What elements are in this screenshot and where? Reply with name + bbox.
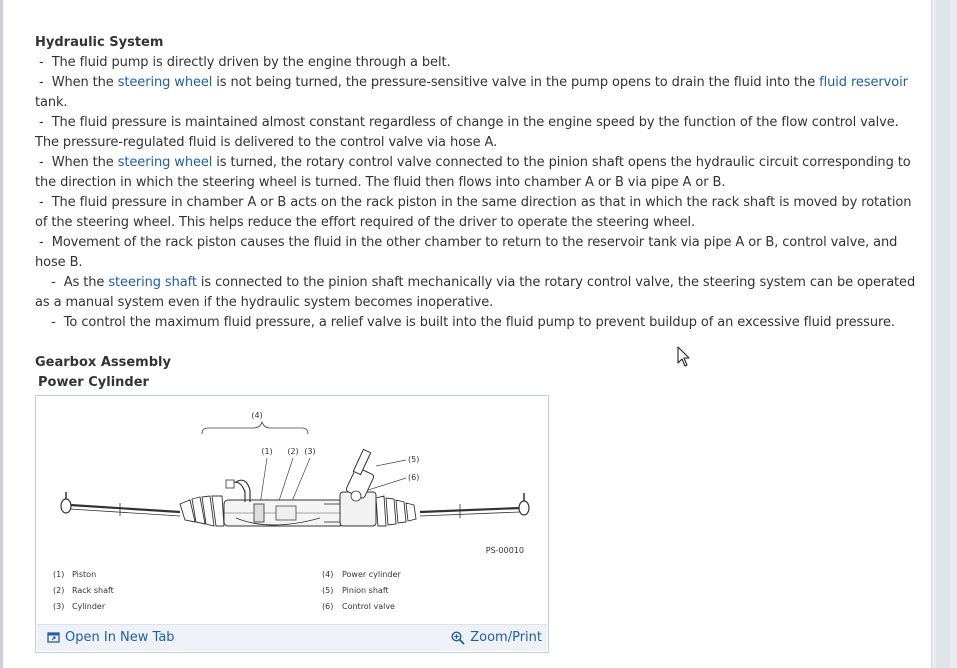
hydraulic-list-item [35, 273, 920, 313]
left-tie-rod [61, 492, 180, 516]
list-dash: - [35, 275, 64, 290]
figure-code: PS-00010 [485, 546, 524, 555]
hydraulic-list-item [35, 153, 920, 193]
list-dash: - [35, 55, 52, 70]
body-text: Movement of the rack piston causes the fluid in the other chamber to return to the reservoir tank via pipe A or B, control valve, and hose B. [35, 235, 898, 270]
section-spacer [35, 333, 920, 353]
left-boot [180, 496, 224, 526]
legend-num-5: (5) [322, 586, 334, 595]
glossary-link[interactable]: steering wheel [117, 75, 213, 90]
zoom-print-button[interactable] [451, 630, 542, 645]
figure-toolbar [37, 624, 547, 651]
figure-card [35, 395, 549, 653]
body-text: The fluid pressure is maintained almost constant regardless of change in the engine speed by the function of the flow control valve. The pressure-regulated fluid is delivered to the control valve via hose A. [35, 115, 899, 150]
gearbox-assembly-heading: Gearbox Assembly [35, 355, 171, 370]
open-new-tab-icon [47, 631, 60, 644]
callout-2: (2) [287, 447, 299, 456]
body-text: is turned, the rotary control valve connected to the pinion shaft opens the hydraulic circuit corresponding to the direction in which the steering wheel is turned. The fluid then flows into chamber A or B via pipe A or B. [35, 155, 911, 190]
body-text: When the [51, 155, 118, 170]
legend-label-control-valve: Control valve [342, 602, 395, 611]
callout-4: (4) [251, 411, 263, 420]
hydraulic-list-item [35, 53, 920, 73]
article-content [35, 33, 920, 393]
open-in-new-tab-button[interactable] [47, 630, 175, 645]
list-dash: - [35, 75, 52, 90]
zoom-print-label: Zoom/Print [470, 630, 542, 645]
list-dash: - [35, 315, 64, 330]
list-dash: - [35, 155, 52, 170]
legend-num-3: (3) [53, 602, 65, 611]
legend-label-piston: Piston [72, 570, 97, 579]
right-tie-rod [420, 493, 529, 518]
window-left-edge [0, 0, 3, 668]
right-boot [376, 496, 416, 526]
hydraulic-system-heading: Hydraulic System [35, 35, 164, 50]
glossary-link[interactable]: steering shaft [108, 275, 197, 290]
list-dash: - [35, 195, 52, 210]
callout-1: (1) [261, 447, 273, 456]
hydraulic-list-item [35, 73, 920, 113]
open-in-new-tab-label: Open In New Tab [65, 630, 175, 645]
body-text: is not being turned, the pressure-sensitive valve in the pump opens to drain the fluid into the [212, 75, 820, 90]
cylinder-body [224, 480, 344, 526]
body-text: The fluid pressure in chamber A or B acts on the rack piston in the same direction as that in which the rack shaft is moved by rotation of the steering wheel. This helps reduce the effort required of the driver to operate the steering wheel. [35, 195, 912, 230]
legend-num-6: (6) [322, 602, 334, 611]
scrollbar-thumb[interactable] [936, 0, 950, 668]
legend-label-power-cylinder: Power cylinder [342, 570, 401, 579]
mouse-pointer-icon [677, 346, 691, 368]
body-text: is connected to the pinion shaft mechanically via the rotary control valve, the steering system can be operated as a manual system even if the hydraulic system becomes inoperative. [35, 275, 916, 310]
callout-6: (6) [408, 473, 420, 482]
legend-num-4: (4) [322, 570, 334, 579]
list-dash: - [35, 115, 52, 130]
body-text: The fluid pump is directly driven by the engine through a belt. [51, 55, 451, 70]
hydraulic-list-item [35, 193, 920, 233]
body-text: When the [51, 75, 118, 90]
body-text: tank. [35, 95, 68, 110]
power-cylinder-heading: Power Cylinder [38, 375, 149, 390]
leader-line-5 [376, 460, 406, 466]
hydraulic-list-item [35, 113, 920, 153]
leader-line-3 [290, 458, 310, 506]
zoom-in-icon [451, 631, 465, 645]
glossary-link[interactable]: steering wheel [117, 155, 213, 170]
body-text: As the [63, 275, 109, 290]
callout-5: (5) [408, 455, 420, 464]
legend-label-pinion-shaft: Pinion shaft [342, 586, 389, 595]
legend-label-cylinder: Cylinder [72, 602, 106, 611]
power-cylinder-brace [202, 422, 308, 434]
list-dash: - [35, 235, 52, 250]
legend-label-rack-shaft: Rack shaft [72, 586, 114, 595]
power-cylinder-diagram[interactable] [40, 400, 544, 626]
hydraulic-list-item [35, 233, 920, 273]
glossary-link[interactable]: fluid reservoir [819, 75, 908, 90]
body-text: To control the maximum fluid pressure, a relief valve is built into the fluid pump to prevent buildup of an excessive fluid pressure. [63, 315, 895, 330]
legend-num-1: (1) [53, 570, 65, 579]
callout-3: (3) [304, 447, 316, 456]
legend-num-2: (2) [53, 586, 65, 595]
hydraulic-list-item [35, 313, 920, 333]
hydraulic-system-list [35, 53, 920, 333]
